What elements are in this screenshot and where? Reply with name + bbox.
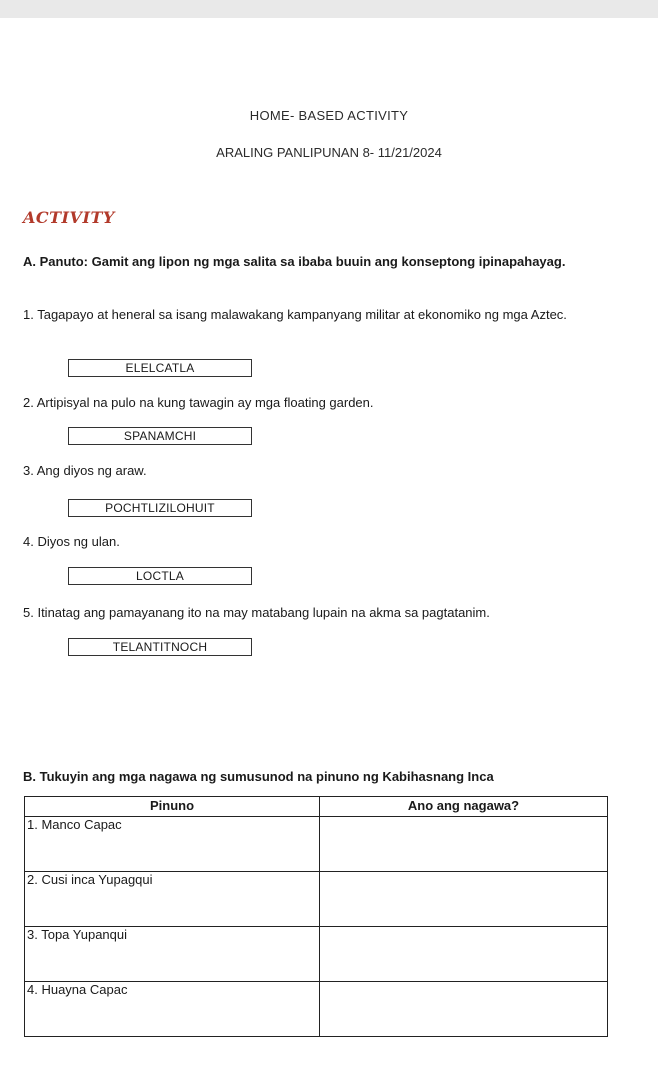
- answer-box-4: LOCTLA: [68, 567, 252, 585]
- worksheet-title: HOME- BASED ACTIVITY: [249, 108, 409, 123]
- table-row: [25, 982, 608, 1037]
- answer-box-2: SPANAMCHI: [68, 427, 252, 445]
- question-2: 2. Artipisyal na pulo na kung tawagin ay mga floating garden.: [23, 395, 374, 410]
- answer-cell[interactable]: [320, 982, 608, 1037]
- answer-cell[interactable]: [320, 927, 608, 982]
- table-row: [25, 817, 608, 872]
- section-a-instruction: A. Panuto: Gamit ang lipon ng mga salita sa ibaba buuin ang konseptong ipinapahayag.: [23, 254, 566, 269]
- answer-cell[interactable]: [320, 872, 608, 927]
- activity-label: ACTIVITY: [23, 208, 115, 227]
- leader-cell: 4. Huayna Capac: [25, 982, 320, 1037]
- table-row: [25, 872, 608, 927]
- leader-cell: 2. Cusi inca Yupagqui: [25, 872, 320, 927]
- answer-box-5: TELANTITNOCH: [68, 638, 252, 656]
- leader-cell: 3. Topa Yupanqui: [25, 927, 320, 982]
- question-1: 1. Tagapayo at heneral sa isang malawakang kampanyang militar at ekonomiko ng mga Aztec.: [23, 307, 567, 322]
- viewer-top-bar: [0, 0, 658, 18]
- leader-cell: 1. Manco Capac: [25, 817, 320, 872]
- worksheet-subtitle: ARALING PANLIPUNAN 8- 11/21/2024: [216, 145, 442, 160]
- table-header-row: [25, 797, 608, 817]
- column-header-achievement: Ano ang nagawa?: [320, 797, 608, 817]
- answer-box-3: POCHTLIZILOHUIT: [68, 499, 252, 517]
- question-5: 5. Itinatag ang pamayanang ito na may matabang lupain na akma sa pagtatanim.: [23, 605, 490, 620]
- answer-box-1: ELELCATLA: [68, 359, 252, 377]
- question-3: 3. Ang diyos ng araw.: [23, 463, 147, 478]
- worksheet-page: [0, 18, 658, 1080]
- table-row: [25, 927, 608, 982]
- leaders-table: [24, 796, 608, 1037]
- answer-cell[interactable]: [320, 817, 608, 872]
- question-4: 4. Diyos ng ulan.: [23, 534, 120, 549]
- section-b-instruction: B. Tukuyin ang mga nagawa ng sumusunod na pinuno ng Kabihasnang Inca: [23, 769, 494, 784]
- column-header-leader: Pinuno: [25, 797, 320, 817]
